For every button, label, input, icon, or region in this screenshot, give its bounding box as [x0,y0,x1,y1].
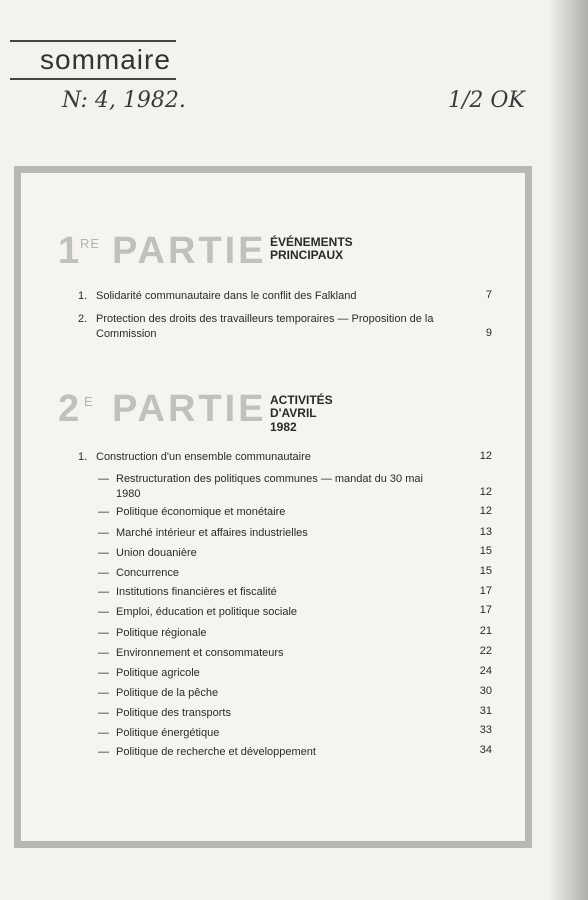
entry-page-number: 12 [479,450,492,462]
entry-text: Union douanière [116,547,197,559]
entry-marker: 1. [78,290,88,302]
entry-marker: — [98,473,109,485]
entry-text: Politique régionale [116,627,207,639]
entry-marker: — [98,667,109,679]
part-subtitle-line1: ACTIVITÉS [270,393,333,407]
heading-rule-top [10,40,176,42]
entry-page-number: 22 [479,645,492,657]
entry-marker: — [98,746,109,758]
entry-text: Emploi, éducation et politique sociale [116,606,298,618]
entry-page-number: 17 [479,585,492,597]
entry-page-number: 13 [479,526,492,538]
entry-marker: 1. [78,451,88,463]
entry-page-number: 15 [479,565,492,577]
entry-marker: — [98,707,109,719]
entry-text: Protection des droits des travailleurs temporaires — Proposition de la Commission [96,313,434,340]
entry-text: Environnement et consommateurs [116,647,284,659]
entry-marker: — [98,627,109,639]
page-title: sommaire [40,44,171,75]
heading-rule-bottom [10,78,176,80]
handwritten-issue-note: N: 4, 1982. [62,88,186,113]
part-number: 2 [58,388,80,430]
entry-text: Politique énergétique [116,727,220,739]
part-subtitle-line2: D'AVRIL 1982 [270,406,317,434]
entry-marker: — [98,647,109,659]
entry-marker: — [98,506,109,518]
part-number: 1 [58,230,80,272]
entry-marker: — [98,606,109,618]
handwritten-ok-note: 1/2 OK [448,88,525,113]
entry-text: Construction d'un ensemble communautaire [96,451,311,463]
entry-text: Politique agricole [116,667,200,679]
entry-page-number: 24 [479,665,492,677]
entry-marker: — [98,547,109,559]
entry-page-number: 12 [479,505,492,517]
page-edge-shadow [548,0,588,900]
entry-marker: — [98,687,109,699]
entry-text: Politique économique et monétaire [116,506,286,518]
part-number-suffix: RE [80,236,101,251]
entry-page-number: 33 [479,724,492,736]
entry-marker: — [98,567,109,579]
part-word: PARTIE [112,230,267,272]
entry-page-number: 17 [479,604,492,616]
entry-page-number: 30 [479,685,492,697]
entry-marker: — [98,527,109,539]
entry-page-number: 15 [479,545,492,557]
entry-marker: — [98,586,109,598]
entry-text: Institutions financières et fiscalité [116,586,277,598]
part-number-suffix: E [84,394,94,409]
entry-marker: — [98,727,109,739]
entry-page-number: 34 [479,744,492,756]
entry-text: Solidarité communautaire dans le conflit des Falkland [96,290,357,302]
entry-page-number: 12 [479,486,492,498]
entry-page-number: 7 [485,289,492,301]
entry-text: Marché intérieur et affaires industrielles [116,527,308,539]
entry-page-number: 31 [479,705,492,717]
part-word: PARTIE [112,388,267,430]
part-subtitle-line2: PRINCIPAUX [270,248,344,262]
entry-text: Restructuration des politiques communes — mandat du 30 mai 1980 [116,473,423,500]
part-subtitle-line1: ÉVÉNEMENTS [270,235,353,249]
entry-text: Politique de recherche et développement [116,746,316,758]
entry-text: Politique de la pêche [116,687,219,699]
entry-text: Concurrence [116,567,179,579]
entry-page-number: 21 [479,625,492,637]
entry-marker: 2. [78,313,88,325]
entry-page-number: 9 [485,327,492,339]
entry-text: Politique des transports [116,707,231,719]
